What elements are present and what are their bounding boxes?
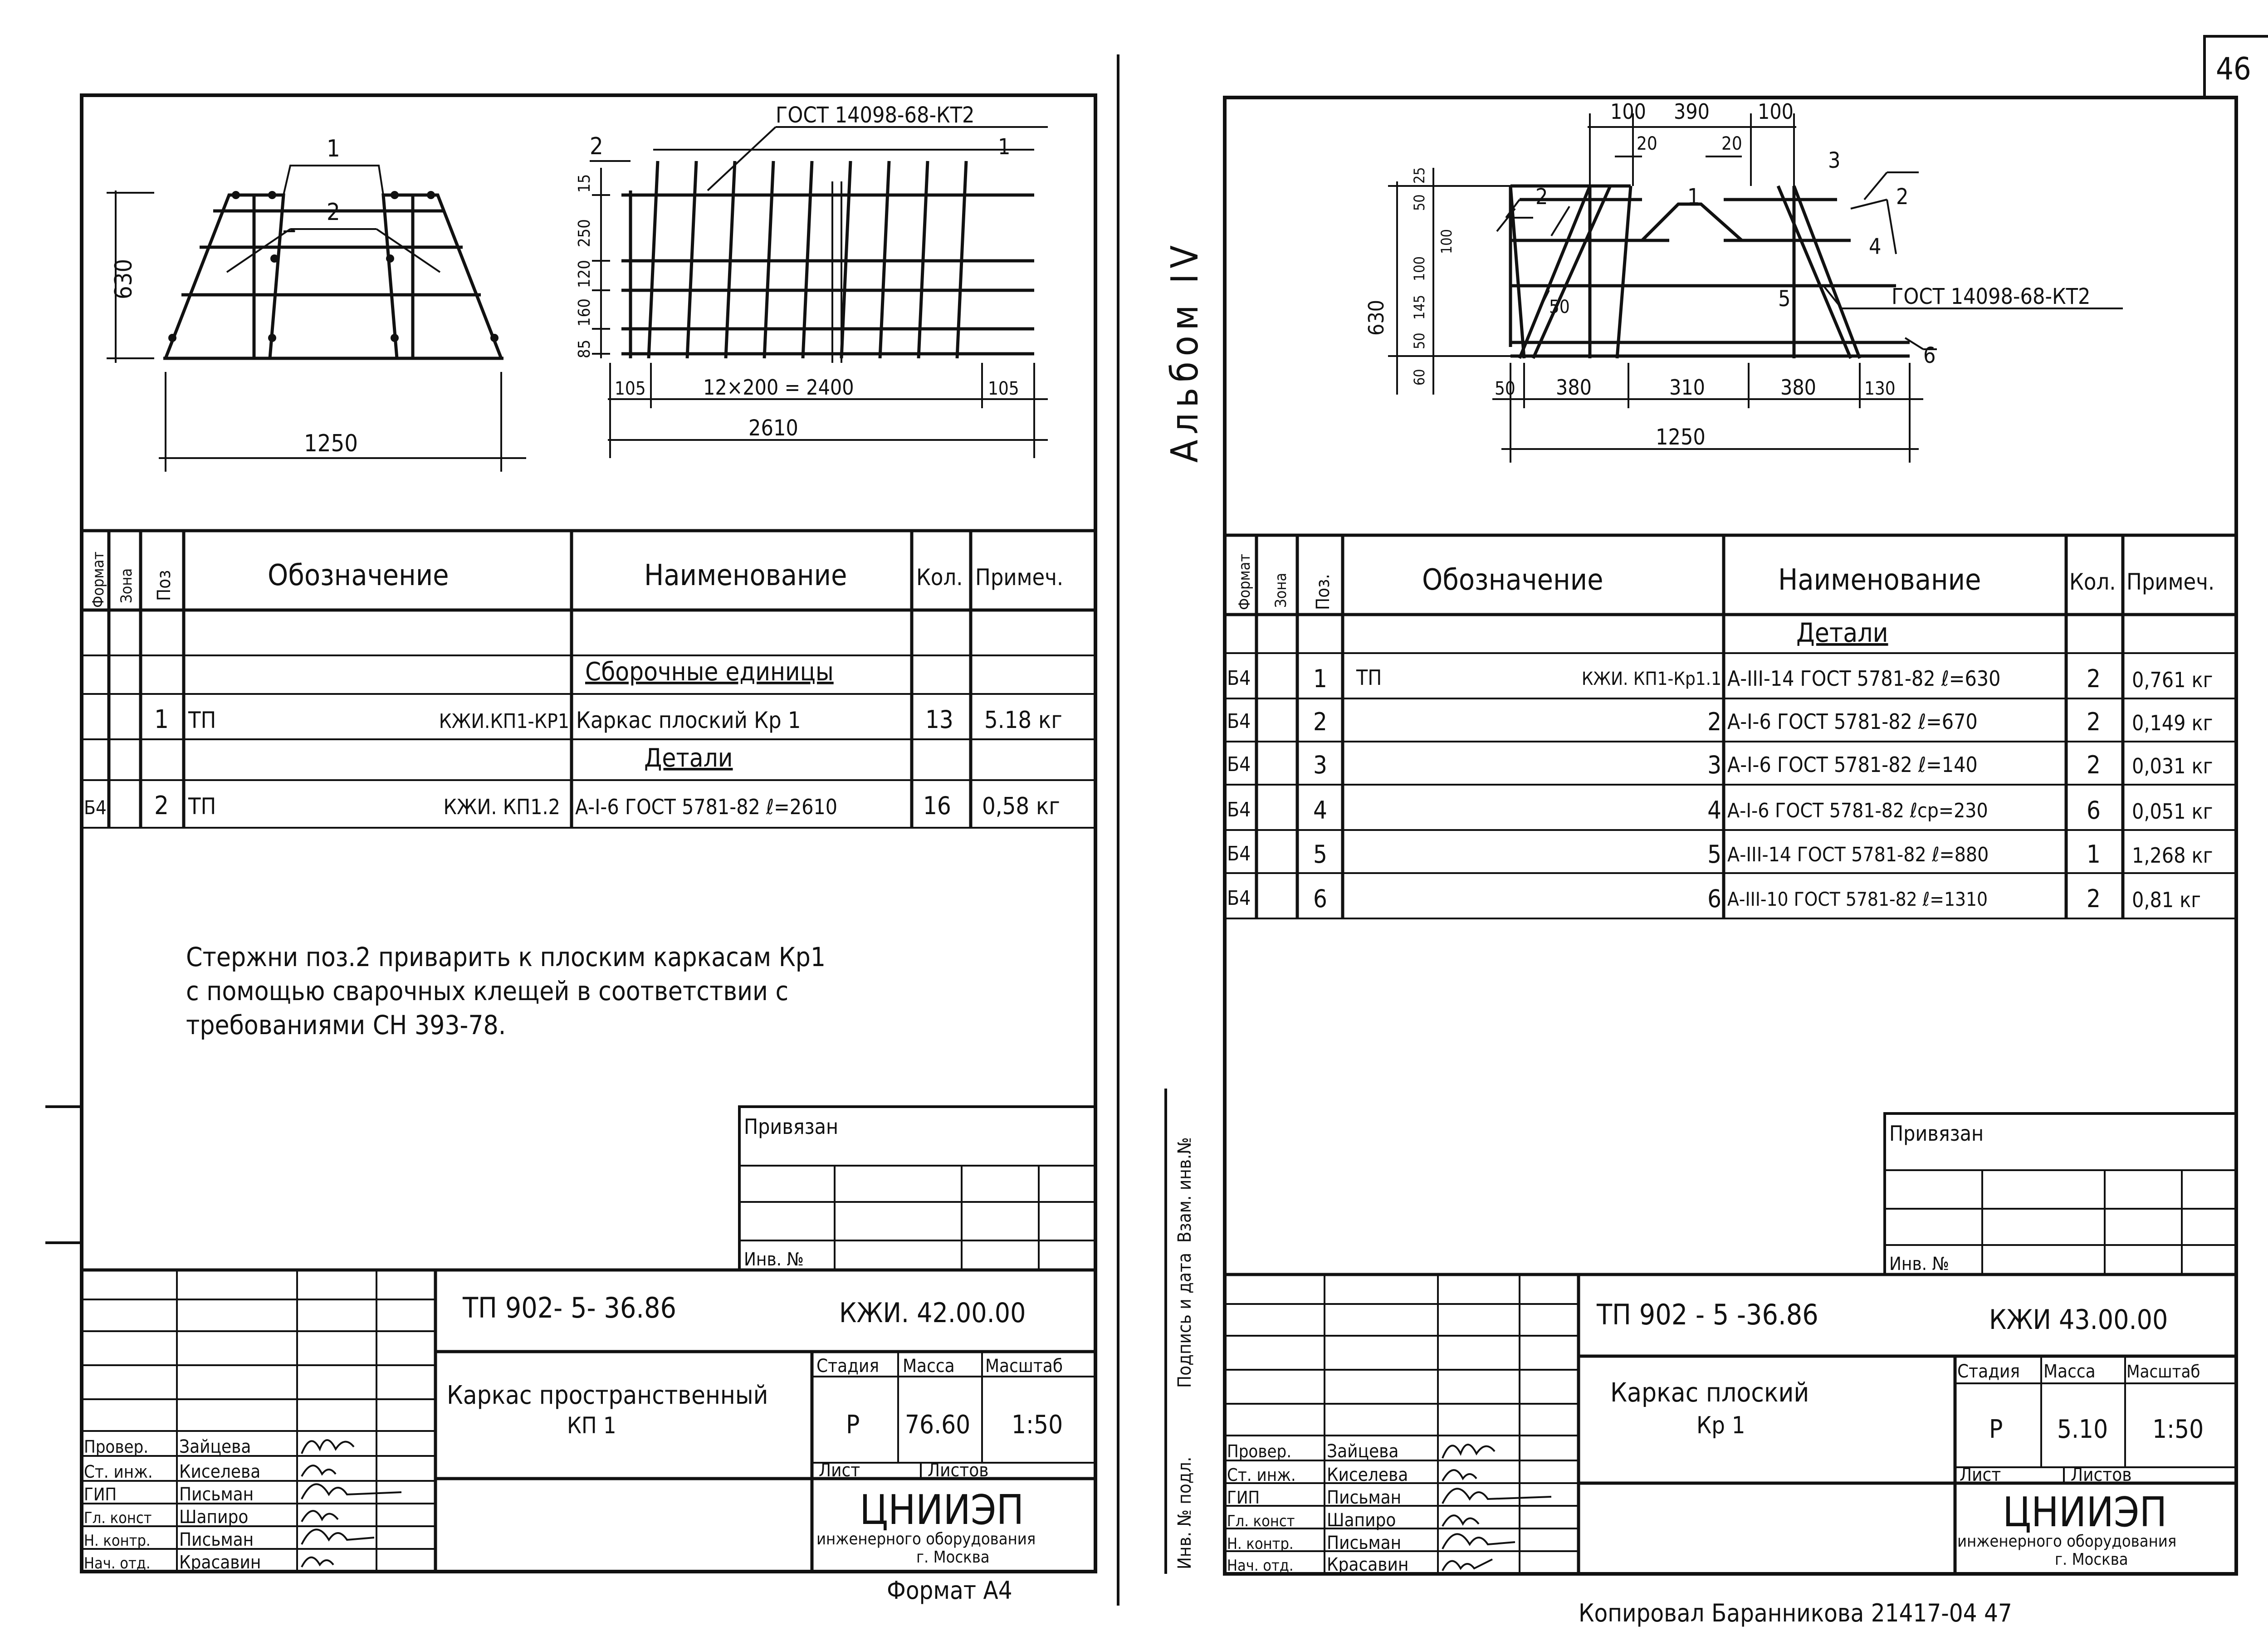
left-doc-code: ТП 902- 5- 36.86	[463, 1291, 676, 1324]
left-callout-1-top: 1	[327, 135, 340, 162]
right-role-4: Гл. конст	[1227, 1512, 1295, 1530]
right-dim-width: 1250	[1656, 425, 1706, 450]
right-dim-inner-1: 20	[1637, 133, 1657, 154]
right-vdim-100b: 100	[1411, 256, 1428, 281]
left-row2-name: А-I-6 ГОСТ 5781-82 ℓ=2610	[575, 795, 838, 819]
right-dim-bottom-5: 130	[1864, 378, 1896, 399]
left-sheets-h: Листов	[928, 1460, 989, 1481]
left-h-name: Наименование	[644, 559, 847, 592]
right-title-1: Каркас плоский	[1610, 1377, 1809, 1408]
right-row6-note: 0,81 кг	[2132, 888, 2201, 912]
right-row2-name: А-I-6 ГОСТ 5781-82 ℓ=670	[1727, 709, 1978, 734]
right-h-pos: Поз.	[1313, 574, 1334, 610]
right-row3-pos: 3	[1313, 751, 1327, 779]
right-callout-5: 5	[1778, 286, 1791, 312]
right-role-5: Н. контр.	[1227, 1535, 1294, 1553]
right-role-3: ГИП	[1227, 1488, 1260, 1508]
left-row1-qty: 13	[925, 705, 953, 734]
left-name-5: Письман	[179, 1529, 254, 1550]
right-dim-top-1: 100	[1610, 99, 1646, 124]
right-row2-des-b: 2	[1707, 708, 1721, 736]
left-name-1: Зайцева	[179, 1436, 251, 1457]
left-callout-2: 2	[327, 199, 340, 226]
right-section-drawing	[1510, 186, 1910, 358]
right-callout-6: 6	[1923, 343, 1936, 368]
left-row2-note: 0,58 кг	[982, 793, 1060, 820]
left-note-line-2: с помощью сварочных клещей в соответствии с	[186, 976, 789, 1006]
right-row6-pos: 6	[1313, 884, 1327, 913]
right-mass-h: Масса	[2043, 1361, 2096, 1382]
right-stage: Р	[1989, 1415, 2003, 1444]
left-callout-2-elev: 2	[590, 133, 603, 160]
left-elevation-drawing	[590, 127, 1048, 458]
right-kzhi-code: КЖИ 43.00.00	[1989, 1304, 2168, 1336]
left-title-1: Каркас пространственный	[447, 1381, 768, 1410]
right-row2-pos: 2	[1313, 708, 1327, 736]
left-dim-length: 2610	[748, 415, 798, 441]
left-dim-spacing: 12×200 = 2400	[703, 375, 854, 400]
right-vdim-50b: 50	[1411, 332, 1428, 349]
left-section-drawing	[107, 166, 526, 472]
left-vdim-250: 250	[575, 219, 594, 247]
format-label: Формат А4	[887, 1576, 1012, 1605]
right-row4-des-b: 4	[1707, 796, 1721, 825]
left-name-2: Киселева	[179, 1461, 261, 1482]
right-sheets-h: Листов	[2071, 1465, 2132, 1485]
right-row5-format: Б4	[1227, 842, 1251, 865]
left-note-line-3: требованиями СН 393-78.	[186, 1010, 506, 1040]
left-vdim-85: 85	[575, 339, 594, 358]
left-sheet	[82, 95, 1095, 1573]
right-dim-bottom-4: 380	[1780, 375, 1816, 400]
right-row4-qty: 6	[2087, 796, 2101, 825]
right-title-2: Кр 1	[1696, 1412, 1745, 1439]
right-h-qty: Кол.	[2069, 569, 2116, 595]
left-stage-h: Стадия	[816, 1356, 880, 1377]
right-inv-no: Инв. №	[1889, 1254, 1949, 1275]
left-h-pos: Поз	[154, 570, 175, 601]
left-section-assembly: Сборочные единицы	[585, 657, 834, 687]
right-dim-height: 630	[1364, 300, 1388, 336]
right-org-1: ЦНИИЭП	[2003, 1489, 2167, 1536]
right-callout-2b: 2	[1896, 184, 1909, 210]
left-stage: Р	[846, 1410, 860, 1440]
right-org-3: г. Москва	[2055, 1550, 2128, 1569]
right-row3-name: А-I-6 ГОСТ 5781-82 ℓ=140	[1727, 752, 1978, 777]
right-vdim-100a: 100	[1438, 229, 1455, 254]
right-vdim-60: 60	[1411, 369, 1428, 386]
right-dim-top-3: 100	[1758, 99, 1794, 124]
right-dim-bottom-1: 50	[1495, 378, 1515, 399]
right-h-designation: Обозначение	[1422, 563, 1603, 597]
right-row1-qty: 2	[2087, 664, 2101, 693]
left-mass: 76.60	[905, 1410, 971, 1440]
left-note-line-1: Стержни поз.2 приварить к плоским каркасам Кр1	[186, 942, 826, 972]
right-row6-name: А-III-10 ГОСТ 5781-82 ℓ=1310	[1727, 888, 1988, 910]
right-row1-des-b: КЖИ. КП1-Кр1.1	[1581, 669, 1721, 689]
right-gost-label: ГОСТ 14098-68-КТ2	[1892, 284, 2091, 309]
right-row3-qty: 2	[2087, 751, 2101, 779]
right-callout-3: 3	[1828, 148, 1841, 173]
left-org-1: ЦНИИЭП	[860, 1486, 1024, 1534]
left-row1-des-b: КЖИ.КП1-КР1	[439, 710, 569, 733]
right-row1-name: А-III-14 ГОСТ 5781-82 ℓ=630	[1727, 666, 2001, 691]
left-section-details: Детали	[644, 743, 733, 773]
side-label-sign: Подпись и дата	[1174, 1252, 1195, 1388]
right-sheet-h: Лист	[1960, 1465, 2001, 1485]
right-row5-name: А-III-14 ГОСТ 5781-82 ℓ=880	[1727, 843, 1989, 866]
right-name-3: Письман	[1327, 1487, 1402, 1508]
left-h-zone: Зона	[117, 568, 136, 603]
right-h-name: Наименование	[1778, 563, 1981, 597]
left-scale: 1:50	[1012, 1410, 1063, 1440]
left-h-format: Формат	[89, 551, 108, 608]
right-name-5: Письман	[1327, 1533, 1402, 1553]
right-sheet	[1225, 98, 2236, 1575]
right-dim-inner-2: 20	[1721, 133, 1742, 154]
right-row5-note: 1,268 кг	[2132, 843, 2213, 868]
right-row2-qty: 2	[2087, 708, 2101, 736]
page-number: 46	[2216, 51, 2251, 87]
right-row3-des-b: 3	[1707, 751, 1721, 779]
left-row2-format: Б4	[84, 796, 107, 819]
left-row1-note: 5.18 кг	[984, 707, 1062, 734]
right-h-note: Примеч.	[2126, 569, 2215, 595]
left-name-4: Шапиро	[179, 1507, 249, 1528]
right-row6-format: Б4	[1227, 887, 1251, 910]
left-h-designation: Обозначение	[268, 559, 449, 592]
left-row1-pos: 1	[154, 705, 169, 734]
left-name-6: Красавин	[179, 1552, 261, 1573]
right-row6-des-b: 6	[1707, 884, 1721, 913]
left-dim-edge-b: 105	[988, 378, 1019, 399]
left-role-1: Провер.	[84, 1437, 149, 1457]
left-callout-1-elev: 1	[998, 134, 1011, 160]
right-scale-h: Масштаб	[2126, 1362, 2200, 1382]
right-callout-4: 4	[1869, 234, 1882, 259]
left-dim-height: 630	[110, 259, 137, 299]
right-org-2: инженерного оборудования	[1957, 1532, 2177, 1551]
right-dim-top-2: 390	[1674, 99, 1710, 124]
right-row3-format: Б4	[1227, 753, 1251, 776]
right-row2-note: 0,149 кг	[2132, 711, 2213, 735]
left-org-3: г. Москва	[916, 1548, 990, 1567]
left-role-6: Нач. отд.	[84, 1554, 151, 1572]
right-dim-bottom-3: 310	[1669, 375, 1705, 400]
right-doc-code: ТП 902 - 5 -36.86	[1597, 1298, 1818, 1331]
right-row1-format: Б4	[1227, 667, 1251, 690]
left-org-2: инженерного оборудования	[816, 1530, 1036, 1548]
right-row5-qty: 1	[2087, 840, 2101, 869]
right-name-2: Киселева	[1327, 1465, 1408, 1485]
right-row6-qty: 2	[2087, 884, 2101, 913]
right-h-format: Формат	[1236, 553, 1254, 610]
right-row4-name: А-I-6 ГОСТ 5781-82 ℓср=230	[1727, 799, 1988, 822]
left-sheet-h: Лист	[819, 1460, 860, 1481]
right-callout-2a: 2	[1535, 184, 1548, 210]
right-row5-pos: 5	[1313, 840, 1327, 869]
left-role-5: Н. контр.	[84, 1532, 151, 1550]
left-vdim-160: 160	[575, 298, 594, 327]
left-row1-name: Каркас плоский Кр 1	[576, 707, 801, 733]
right-dim-bottom-2: 380	[1556, 375, 1592, 400]
left-role-4: Гл. конст	[84, 1509, 152, 1527]
right-section-details: Детали	[1796, 617, 1888, 648]
left-inv-no: Инв. №	[744, 1249, 804, 1270]
right-scale: 1:50	[2152, 1415, 2204, 1444]
right-callout-1: 1	[1687, 184, 1700, 210]
side-label-vzam: Взам. инв.№	[1174, 1137, 1195, 1243]
left-row2-pos: 2	[154, 791, 169, 820]
right-name-6: Красавин	[1327, 1554, 1409, 1575]
left-row1-des-a: ТП	[188, 707, 216, 733]
right-h-zone: Зона	[1272, 572, 1290, 608]
left-dim-edge-a: 105	[615, 378, 646, 399]
right-vdim-50: 50	[1411, 194, 1428, 211]
left-row2-qty: 16	[923, 791, 951, 820]
right-dim-inner-50: 50	[1549, 297, 1570, 317]
right-row1-pos: 1	[1313, 664, 1327, 693]
left-row2-des-a: ТП	[188, 793, 216, 820]
left-role-2: Ст. инж.	[84, 1462, 153, 1482]
copy-note: Копировал Баранникова 21417-04 47	[1579, 1599, 2012, 1627]
right-vdim-145: 145	[1411, 295, 1428, 320]
right-role-6: Нач. отд.	[1227, 1557, 1294, 1575]
left-vdim-120: 120	[575, 260, 594, 288]
right-row3-note: 0,031 кг	[2132, 754, 2213, 778]
left-h-note: Примеч.	[975, 564, 1064, 591]
right-row4-note: 0,051 кг	[2132, 799, 2213, 824]
left-name-3: Письман	[179, 1484, 254, 1505]
right-row4-pos: 4	[1313, 796, 1327, 825]
left-h-qty: Кол.	[916, 564, 963, 591]
left-mass-h: Масса	[903, 1356, 955, 1377]
right-row1-note: 0,761 кг	[2132, 668, 2213, 692]
right-row5-des-b: 5	[1707, 840, 1721, 869]
right-privyazan: Привязан	[1889, 1121, 1984, 1146]
left-row2-des-b: КЖИ. КП1.2	[443, 795, 560, 819]
right-stage-h: Стадия	[1957, 1361, 2020, 1382]
left-kzhi-code: КЖИ. 42.00.00	[839, 1297, 1026, 1329]
right-row4-format: Б4	[1227, 798, 1251, 821]
left-vdim-15: 15	[575, 174, 594, 193]
right-name-4: Шапиро	[1327, 1510, 1396, 1531]
right-role-2: Ст. инж.	[1227, 1465, 1296, 1485]
right-name-1: Зайцева	[1327, 1441, 1399, 1462]
left-gost-label: ГОСТ 14098-68-КТ2	[776, 103, 975, 128]
left-role-3: ГИП	[84, 1485, 117, 1504]
left-title-2: КП 1	[567, 1412, 616, 1439]
album-label: Альбом IV	[1163, 240, 1207, 463]
left-dim-width: 1250	[304, 430, 358, 457]
right-role-1: Провер.	[1227, 1441, 1292, 1461]
left-scale-h: Масштаб	[985, 1356, 1063, 1377]
right-vdim-25: 25	[1411, 167, 1428, 184]
side-label-inv: Инв. № подл.	[1174, 1456, 1195, 1569]
right-row2-format: Б4	[1227, 710, 1251, 733]
right-mass: 5.10	[2057, 1415, 2108, 1444]
left-privyazan: Привязан	[744, 1114, 839, 1139]
right-row1-des-a: ТП	[1356, 665, 1382, 690]
